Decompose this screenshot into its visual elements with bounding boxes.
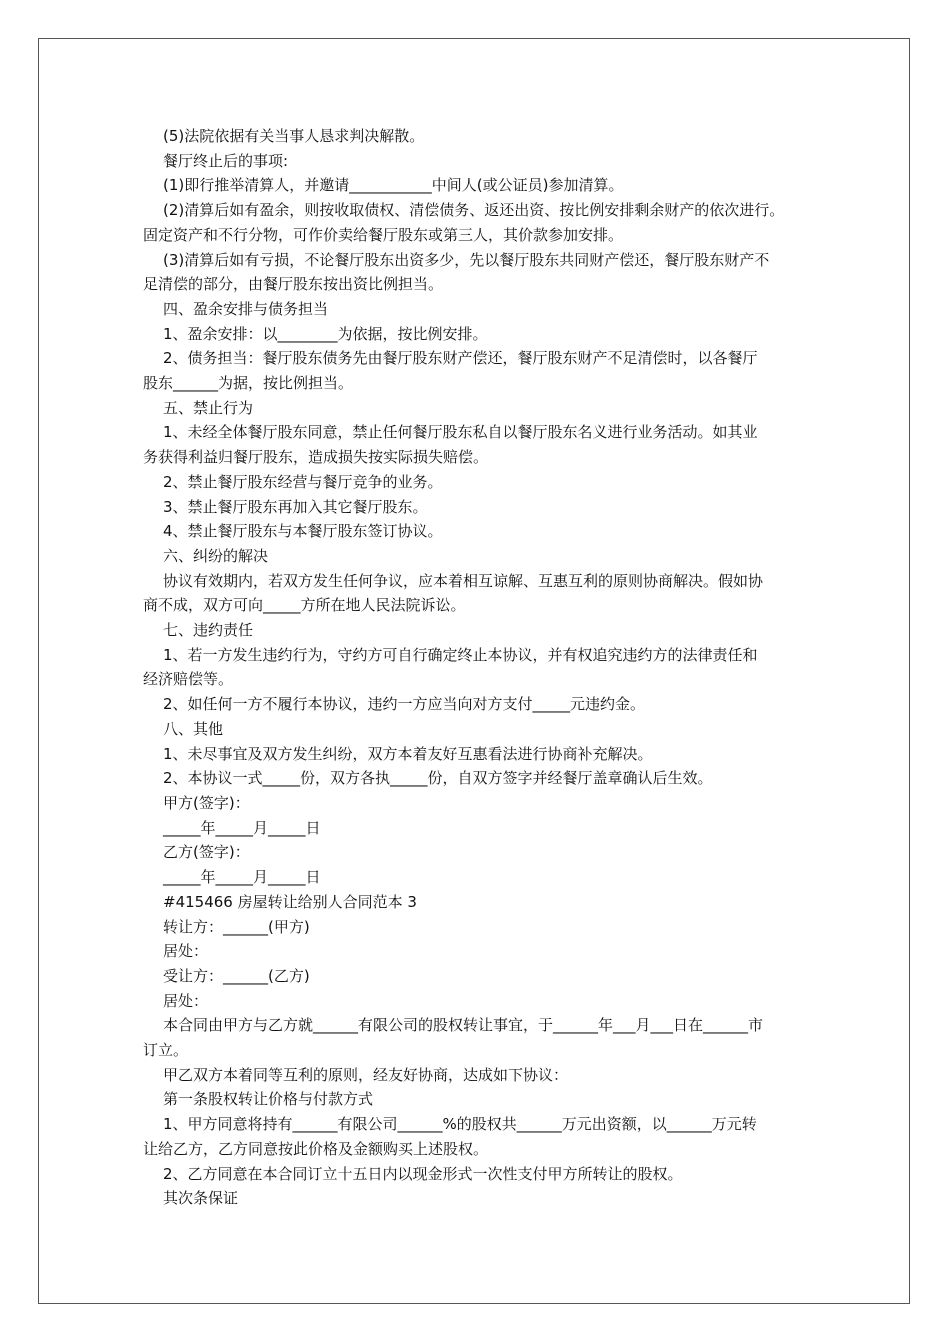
text-line: (5)法院依据有关当事人恳求判决解散。 (163, 127, 425, 145)
text-line: 股东______为据，按比例担当。 (143, 374, 354, 393)
text-line: 居处： (163, 942, 209, 961)
text-line: 2、如任何一方不履行本协议，违约一方应当向对方支付_____元违约金。 (163, 695, 646, 714)
document-body (143, 124, 815, 1211)
text-line: (3)清算后如有亏损，不论餐厅股东出资多少，先以餐厅股东共同财产偿还，餐厅股东财产不 (163, 250, 770, 269)
text-line: 五、禁止行为 (163, 398, 254, 417)
text-line: 甲方(签字)： (163, 793, 250, 812)
text-line: 固定资产和不行分物，可作价卖给餐厅股东或第三人，其价款参加安排。 (143, 225, 624, 244)
text-line: (2)清算后如有盈余，则按收取债权、清偿债务、返还出资、按比例安排剩余财产的依次进行。 (163, 201, 785, 220)
text-line: 1、未尽事宜及双方发生纠纷，双方本着友好互惠看法进行协商补充解决。 (163, 744, 653, 763)
text-line: 2、乙方同意在本合同订立十五日内以现金形式一次性支付甲方所转让的股权。 (163, 1164, 683, 1183)
text-line: 2、债务担当：餐厅股东债务先由餐厅股东财产偿还，餐厅股东财产不足清偿时，以各餐厅 (163, 349, 758, 368)
text-line: 1、甲方同意将持有______有限公司______%的股权共______万元出资额，以______万元转 (163, 1115, 757, 1134)
text-line: 1、盈余安排：以________为依据，按比例安排。 (163, 324, 488, 343)
text-line: 商不成，双方可向_____方所在地人民法院诉讼。 (143, 596, 466, 615)
text-line: _____年_____月_____日 (163, 818, 321, 837)
text-line: 第一条股权转让价格与付款方式 (163, 1090, 374, 1109)
text-line: 八、其他 (163, 719, 224, 738)
text-line: _____年_____月_____日 (163, 868, 321, 887)
text-line: 2、本协议一式_____份，双方各执_____份，自双方签字并经餐厅盖章确认后生效。 (163, 769, 713, 788)
text-line: 受让方：______(乙方) (163, 966, 310, 985)
text-line: 4、禁止餐厅股东与本餐厅股东签订协议。 (163, 522, 443, 541)
text-line: 订立。 (143, 1041, 189, 1060)
text-line: 转让方：______(甲方) (163, 917, 310, 936)
text-line: 足清偿的部分，由餐厅股东按出资比例担当。 (143, 275, 444, 294)
text-line: 乙方(签字)： (163, 843, 250, 862)
text-line: 四、盈余安排与债务担当 (163, 299, 329, 318)
text-line: 居处： (163, 991, 209, 1010)
text-line: 1、若一方发生违约行为，守约方可自行确定终止本协议，并有权追究违约方的法律责任和 (163, 645, 758, 664)
text-line: 本合同由甲方与乙方就______有限公司的股权转让事宜，于______年___月___日在______市 (163, 1016, 764, 1035)
text-line: 3、禁止餐厅股东再加入其它餐厅股东。 (163, 497, 428, 516)
text-line: (1)即行推举清算人，并邀请___________中间人(或公证员)参加清算。 (163, 176, 624, 195)
text-line: 务获得利益归餐厅股东，造成损失按实际损失赔偿。 (143, 448, 489, 467)
text-line: 餐厅终止后的事项: (163, 151, 289, 170)
text-line: #415466 房屋转让给别人合同范本 3 (163, 892, 417, 911)
text-line: 2、禁止餐厅股东经营与餐厅竞争的业务。 (163, 472, 443, 491)
text-line: 让给乙方，乙方同意按此价格及金额购买上述股权。 (143, 1139, 489, 1158)
text-line: 其次条保证 (163, 1189, 239, 1208)
text-line: 六、纠纷的解决 (163, 546, 269, 565)
text-line: 甲乙双方本着同等互利的原则，经友好协商，达成如下协议： (163, 1065, 569, 1084)
text-line: 经济赔偿等。 (143, 670, 234, 689)
text-line: 协议有效期内，若双方发生任何争议，应本着相互谅解、互惠互利的原则协商解决。假如协 (163, 571, 764, 590)
text-line: 1、未经全体餐厅股东同意，禁止任何餐厅股东私自以餐厅股东名义进行业务活动。如其业 (163, 423, 758, 442)
text-line: 七、违约责任 (163, 621, 254, 640)
